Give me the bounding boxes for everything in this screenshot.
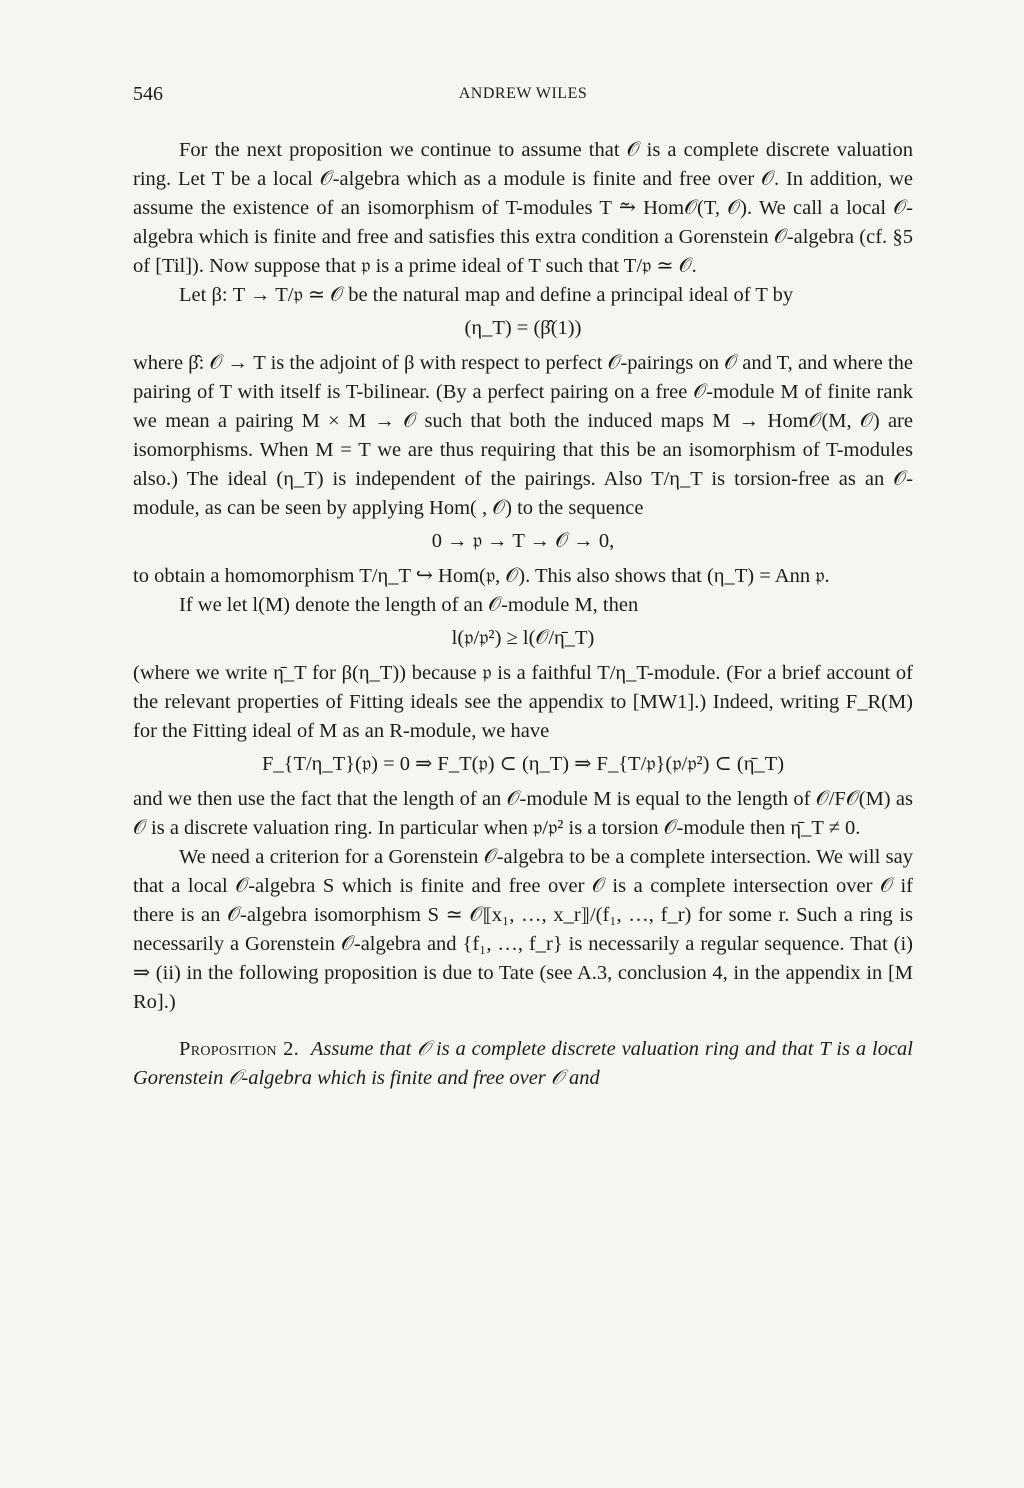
equation-exact-sequence: 0 → 𝔭 → T → 𝒪 → 0, — [431, 530, 615, 552]
page-body — [133, 136, 913, 1093]
paragraph-gorenstein-definition: For the next proposition we continue to assume that 𝒪 is a complete discrete valuation ring. Let T be a local 𝒪-algebra which as a module is finite and free over 𝒪. In addition, we assume the existence of an isomorphism of T-modules T ⥲ Hom𝒪(T, 𝒪). We call a local 𝒪-algebra which is finite and free and satisfies this extra condition a Gorenstein 𝒪-algebra (cf. §5 of [Til]). Now suppose that 𝔭 is a prime ideal of T such that T/𝔭 ≃ 𝒪. — [133, 139, 913, 277]
paragraph-fitting-ideals: (where we write η̄_T for β(η_T)) because 𝔭 is a faithful T/η_T-module. (For a brief account of the relevant properties of Fitting ideals see the appendix to [MW1].) Indeed, writing F_R(M) for the Fitting ideal of M as an R-module, we have — [133, 662, 913, 742]
equation-fitting-chain: F_{T/η_T}(𝔭) = 0 ⇒ F_T(𝔭) ⊂ (η_T) ⇒ F_{T/𝔭}(𝔭/𝔭²) ⊂ (η̄_T) — [261, 753, 785, 775]
paragraph-natural-map: Let β: T → T/𝔭 ≃ 𝒪 be the natural map and define a principal ideal of T by — [179, 284, 794, 306]
paragraph-homomorphism: to obtain a homomorphism T/η_T ↪ Hom(𝔭, 𝒪). This also shows that (η_T) = Ann 𝔭. — [133, 565, 830, 587]
proposition-label: Proposition 2. — [179, 1038, 300, 1060]
running-head: ANDREW WILES — [458, 85, 588, 102]
paragraph-dvr-length: and we then use the fact that the length of an 𝒪-module M is equal to the length of 𝒪/F𝒪(M) as 𝒪 is a discrete valuation ring. In particular when 𝔭/𝔭² is a torsion 𝒪-module then η̄_T ≠ 0. — [133, 788, 913, 839]
page-header — [133, 83, 913, 111]
equation-length-inequality: l(𝔭/𝔭²) ≥ l(𝒪/η̄_T) — [451, 627, 595, 649]
proposition-text: Assume that 𝒪 is a complete discrete valuation ring and that T is a local Gorenstein 𝒪-algebra which is finite and free over 𝒪 and — [133, 1038, 913, 1089]
paragraph-complete-intersection: We need a criterion for a Gorenstein 𝒪-algebra to be a complete intersection. We will say that a local 𝒪-algebra S which is finite and free over 𝒪 is a complete intersection over 𝒪 if there is an 𝒪-algebra isomorphism S ≃ 𝒪⟦x₁, …, x_r⟧/(f₁, …, f_r) for some r. Such a ring is necessarily a Gorenstein 𝒪-algebra and {f₁, …, f_r} is necessarily a regular sequence. That (i) ⇒ (ii) in the following proposition is due to Tate (see A.3, conclusion 4, in the appendix in [M Ro].) — [133, 846, 913, 1013]
equation-eta-ideal: (η_T) = (β̂(1)) — [464, 317, 582, 339]
proposition-2 — [133, 1035, 913, 1093]
page-number: 546 — [133, 83, 163, 105]
paragraph-adjoint: where β̂: 𝒪 → T is the adjoint of β with respect to perfect 𝒪-pairings on 𝒪 and T, and where the pairing of T with itself is T-bilinear. (By a perfect pairing on a free 𝒪-module M of finite rank we mean a pairing M × M → 𝒪 such that both the induced maps M → Hom𝒪(M, 𝒪) are isomorphisms. When M = T we are thus requiring that this be an isomorphism of T-modules also.) The ideal (η_T) is independent of the pairings. Also T/η_T is torsion-free as an 𝒪-module, as can be seen by applying Hom( , 𝒪) to the sequence — [133, 352, 913, 519]
paragraph-length: If we let l(M) denote the length of an 𝒪-module M, then — [179, 594, 639, 616]
